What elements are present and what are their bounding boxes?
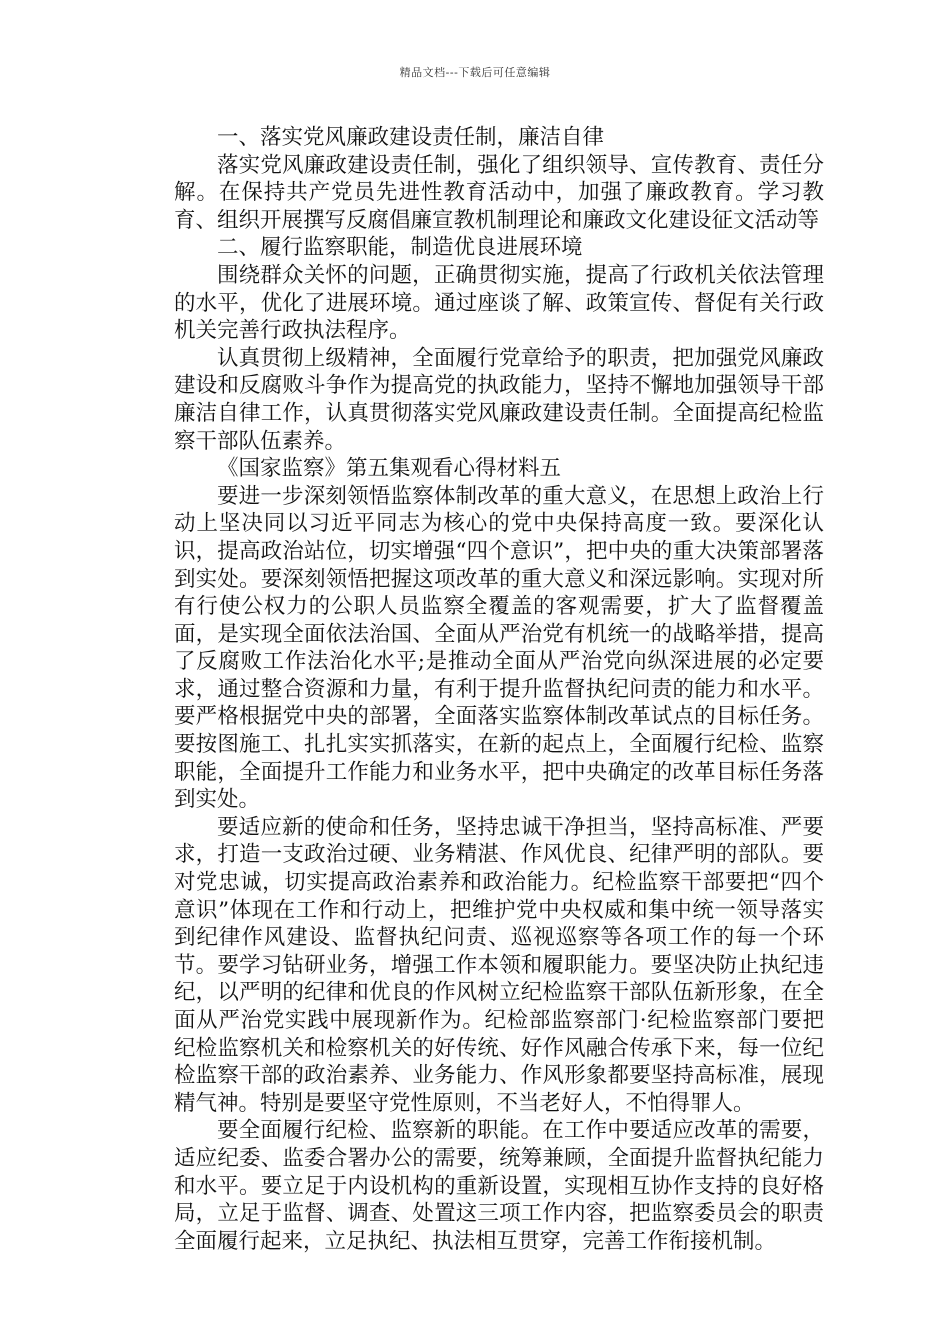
body-paragraph: 要进一步深刻领悟监察体制改革的重大意义，在思想上政治上行动上坚决同以习近平同志为核心的党中央保持高度一致。要深化认识，提高政治站位，切实增强“四个意识”，把中央的重大决策部署落到实处。要深刻领悟把握这项改革的重大意义和深远影响。实现对所有行使公权力的公职人员监察全覆盖的客观需要，扩大了监督覆盖面，是实现全面依法治国、全面从严治党有机统一的战略举措，提高了反腐败工作法治化水平;是推动全面从严治党向纵深进展的必定要求，通过整合资源和力量，有利于提升监督执纪问责的能力和水平。要严格根据党中央的部署，全面落实监察体制改革试点的目标任务。要按图施工、扎扎实实抓落实，在新的起点上，全面履行纪检、监察职能，全面提升工作能力和业务水平，把中央确定的改革目标任务落到实处。 [174, 483, 824, 813]
document-body [174, 124, 824, 1255]
body-paragraph: 要全面履行纪检、监察新的职能。在工作中要适应改革的需要，适应纪委、监委合署办公的需要，统筹兼顾，全面提升监督执纪能力和水平。要立足于内设机构的重新设置，实现相互协作支持的良好格局，立足于监督、调查、处置这三项工作内容，把监察委员会的职责全面履行起来，立足执纪、执法相互贯穿，完善工作衔接机制。 [174, 1118, 824, 1254]
article-title: 《国家监察》第五集观看心得材料五 [217, 456, 562, 482]
body-paragraph: 落实党风廉政建设责任制，强化了组织领导、宣传教育、责任分解。在保持共产党员先进性教育活动中，加强了廉政教育。学习教育、组织开展撰写反腐倡廉宣教机制理论和廉政文化建设征文活动等 [174, 152, 824, 233]
page-header: 精品文档---下载后可任意编辑 [399, 66, 551, 79]
section-heading-2: 二、履行监察职能，制造优良进展环境 [217, 235, 583, 261]
body-paragraph: 围绕群众关怀的问题，正确贯彻实施，提高了行政机关依法管理的水平，优化了进展环境。通过座谈了解、政策宣传、督促有关行政机关完善行政执法程序。 [174, 262, 824, 344]
body-paragraph: 认真贯彻上级精神，全面履行党章给予的职责，把加强党风廉政建设和反腐败斗争作为提高党的执政能力，坚持不懈地加强领导干部廉洁自律工作，认真贯彻落实党风廉政建设责任制。全面提高纪检监察干部队伍素养。 [174, 345, 824, 454]
section-heading-1: 一、落实党风廉政建设责任制，廉洁自律 [217, 125, 605, 150]
body-paragraph: 要适应新的使命和任务，坚持忠诚干净担当，坚持高标准、严要求，打造一支政治过硬、业务精湛、作风优良、纪律严明的部队。要对党忠诚，切实提高政治素养和政治能力。纪检监察干部要把“四个意识”体现在工作和行动上，把维护党中央权威和集中统一领导落实到纪律作风建设、监督执纪问责、巡视巡察等各项工作的每一个环节。要学习钻研业务，增强工作本领和履职能力。要坚决防止执纪违纪，以严明的纪律和优良的作风树立纪检监察干部队伍新形象，在全面从严治党实践中展现新作为。纪检部监察部门·纪检监察部门要把纪检监察机关和检察机关的好传统、好作风融合传承下来，每一位纪检监察干部的政治素养、业务能力、作风形象都要坚持高标准，展现精气神。特别是要坚守党性原则，不当老好人，不怕得罪人。 [174, 814, 824, 1116]
